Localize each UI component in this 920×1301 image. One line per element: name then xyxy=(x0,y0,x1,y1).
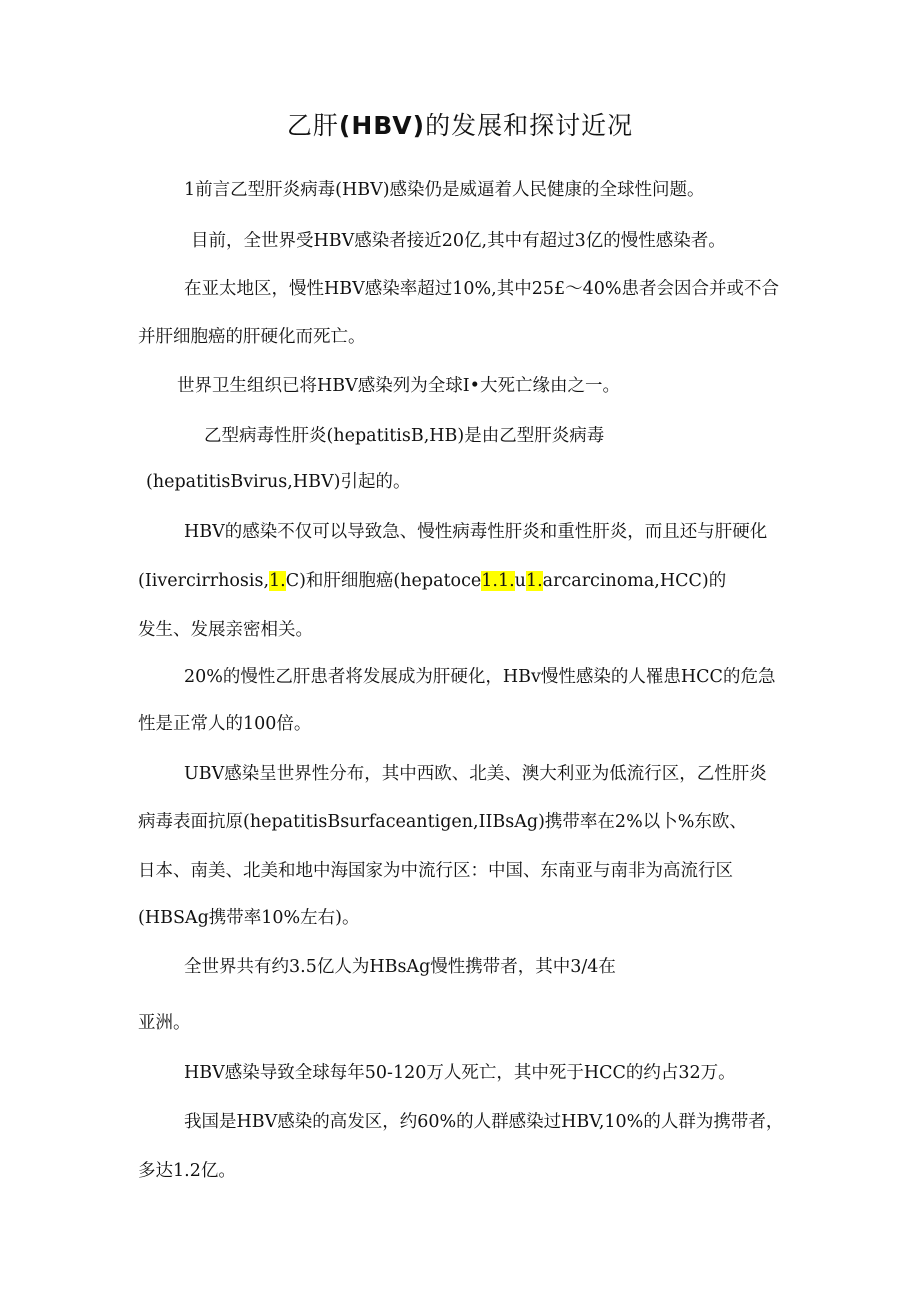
text-line-8: HBV的感染不仅可以导致急、慢性病毒性肝炎和重性肝炎，而且还与肝硬化 xyxy=(184,522,768,542)
text-line-14: 病毒表面抗原(hepatitisBsurfaceantigen,IIBsAg)携带率在2%以卜%东欧、 xyxy=(138,812,747,832)
text-line-20: 我国是HBV感染的高发区，约60%的人群感染过HBV,10%的人群为携带者， xyxy=(184,1112,784,1132)
page-title xyxy=(0,106,920,142)
highlight-mark: 1. xyxy=(525,571,543,591)
title-suffix: 的发展和探讨近况 xyxy=(425,111,634,140)
text-line-12: 性是正常人的100倍。 xyxy=(138,714,312,734)
text-fragment: C)和肝细胞癌(hepatoce xyxy=(285,571,482,591)
text-line-19: HBV感染导致全球每年50-120万人死亡，其中死于HCC的约占32万。 xyxy=(184,1063,736,1083)
text-line-2: 目前，全世界受HBV感染者接近20亿,其中有超过3亿的慢性感染者。 xyxy=(191,231,726,251)
text-fragment: u xyxy=(514,571,526,591)
text-line-5: 世界卫生组织已将HBV感染列为全球I•大死亡缘由之一。 xyxy=(177,376,620,396)
title-bold: (HBV) xyxy=(338,111,426,140)
text-line-1: 1前言乙型肝炎病毒(HBV)感染仍是威逼着人民健康的全球性问题。 xyxy=(184,180,705,200)
text-line-9 xyxy=(138,569,726,593)
text-line-18: 亚洲。 xyxy=(138,1013,191,1033)
title-prefix: 乙肝 xyxy=(286,111,339,140)
text-line-15: 日本、南美、北美和地中海国家为中流行区：中国、东南亚与南非为高流行区 xyxy=(138,861,733,881)
highlight-mark: 1. xyxy=(269,571,286,591)
text-line-3: 在亚太地区，慢性HBV感染率超过10%,其中25£～40%患者会因合并或不合 xyxy=(184,279,780,299)
text-line-6: 乙型病毒性肝炎(hepatitisB,HB)是由乙型肝炎病毒 xyxy=(204,426,605,446)
text-line-7: (hepatitisBvirus,HBV)引起的。 xyxy=(146,472,411,492)
highlight-mark: 1.1. xyxy=(481,571,515,591)
text-fragment: arcarcinoma,HCC)的 xyxy=(542,571,727,591)
text-fragment: (Iivercirrhosis, xyxy=(138,571,270,591)
text-line-4: 并肝细胞癌的肝硬化而死亡。 xyxy=(138,327,366,347)
text-line-13: UBV感染呈世界性分布，其中西欧、北美、澳大利亚为低流行区，乙性肝炎 xyxy=(184,764,767,784)
text-line-16: (HBSAg携带率10%左右)。 xyxy=(138,908,360,928)
text-line-11: 20%的慢性乙肝患者将发展成为肝硬化，HBv慢性感染的人罹患HCC的危急 xyxy=(184,667,776,687)
text-line-21: 多达1.2亿。 xyxy=(138,1161,236,1181)
text-line-17: 全世界共有约3.5亿人为HBsAg慢性携带者，其中3/4在 xyxy=(184,957,616,977)
text-line-10: 发生、发展亲密相关。 xyxy=(138,620,313,640)
